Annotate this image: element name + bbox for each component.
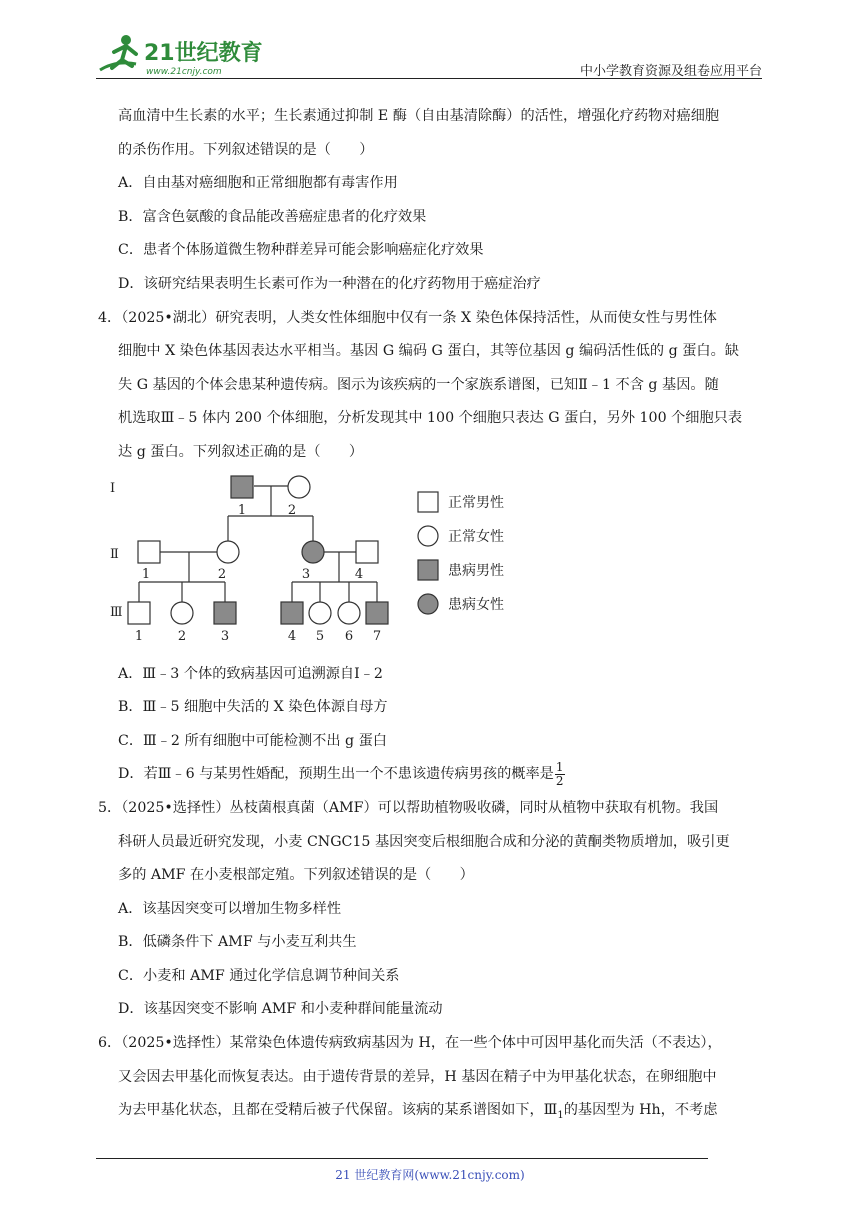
q3-stem-line-1: 高血清中生长素的水平；生长素通过抑制 E 酶（自由基清除酶）的活性，增强化疗药物对癌细胞 — [118, 108, 720, 124]
q3-option-d: D．该研究结果表明生长素可作为一种潜在的化疗药物用于癌症治疗 — [118, 275, 541, 292]
header-platform-text: 中小学教育资源及组卷应用平台 — [579, 64, 762, 79]
label-II-2: 2 — [217, 566, 227, 582]
gen3-female-2 — [171, 602, 193, 624]
legend-affected-female-label: 患病女性 — [448, 596, 504, 613]
legend-affected-female-icon — [418, 594, 438, 614]
pedigree-lines — [139, 486, 377, 602]
header-divider — [96, 78, 762, 79]
q6-stem-line-3-text: 为去甲基化状态，且都在受精后被子代保留。该病的某系谱图如下，Ⅲ — [118, 1102, 558, 1119]
gen3-male-1 — [128, 602, 150, 624]
fraction-numerator: 1 — [555, 759, 564, 774]
legend-normal-female-icon — [418, 526, 438, 546]
label-III-1: 1 — [134, 628, 144, 644]
gen-label-2: Ⅱ — [110, 546, 119, 562]
q4-stem-line-3: 失 G 基因的个体会患某种遗传病。图示为该疾病的一个家族系谱图，已知Ⅱ﹣1 不含 g 基因。随 — [118, 376, 719, 393]
gen3-male-7 — [366, 602, 388, 624]
site-logo — [96, 30, 266, 78]
q5-stem-line-1: 5．（2025•选择性）丛枝菌根真菌（AMF）可以帮助植物吸收磷，同时从植物中获取有机物。我国 — [98, 799, 719, 816]
legend-affected-male-icon — [418, 560, 438, 580]
logo-text: 21世纪教育 — [144, 41, 263, 66]
footer-divider — [96, 1158, 708, 1159]
label-III-4: 4 — [287, 628, 297, 644]
q5-stem-line-3: 多的 AMF 在小麦根部定殖。下列叙述错误的是（ ） — [118, 867, 474, 884]
logo-url: www.21cnjy.com — [146, 67, 222, 77]
legend-affected-male-label: 患病男性 — [448, 562, 504, 579]
label-III-7: 7 — [372, 628, 382, 644]
q5-option-d: D．该基因突变不影响 AMF 和小麦种群间能量流动 — [118, 1001, 443, 1018]
q3-option-b: B．富含色氨酸的食品能改善癌症患者的化疗效果 — [118, 208, 427, 225]
label-III-3: 3 — [220, 628, 230, 644]
gen2-male-1 — [138, 541, 160, 563]
label-I-1: 1 — [237, 502, 247, 518]
q4-stem-line-4: 机选取Ⅲ﹣5 体内 200 个体细胞，分析发现其中 100 个细胞只表达 G 蛋白，另外 100 个细胞只表 — [118, 410, 743, 427]
label-II-3: 3 — [301, 566, 311, 582]
gen-label-3: Ⅲ — [110, 604, 123, 620]
q3-option-a: A．自由基对癌细胞和正常细胞都有毒害作用 — [118, 175, 398, 192]
q4-option-d-text: D．若Ⅲ﹣6 与某男性婚配，预期生出一个不患该遗传病男孩的概率是 — [118, 766, 554, 783]
gen1-female-2 — [288, 476, 310, 498]
q5-stem-line-2: 科研人员最近研究发现，小麦 CNGC15 基因突变后根细胞合成和分泌的黄酮类物质增加，吸引更 — [118, 833, 730, 850]
label-III-6: 6 — [344, 628, 354, 644]
q6-stem-line-1: 6．（2025•选择性）某常染色体遗传病致病基因为 H，在一些个体中可因甲基化而失活（不表达）， — [98, 1035, 722, 1052]
q6-subscript: 1 — [557, 1110, 564, 1122]
q3-option-c: C．患者个体肠道微生物种群差异可能会影响癌症化疗效果 — [118, 242, 484, 259]
q6-stem-line-2: 又会因去甲基化而恢复表达。由于遗传背景的差异，H 基因在精子中为甲基化状态，在卵细胞中 — [118, 1068, 717, 1085]
q5-option-a: A．该基因突变可以增加生物多样性 — [118, 900, 342, 917]
question-content — [98, 100, 766, 1128]
footer-site-link[interactable]: 21 世纪教育网(www.21cnjy.com) — [335, 1168, 525, 1182]
label-III-5: 5 — [315, 628, 325, 644]
label-III-2: 2 — [177, 628, 187, 644]
pedigree-legend — [418, 492, 438, 614]
q5-option-b: B．低磷条件下 AMF 与小麦互利共生 — [118, 934, 357, 951]
gen3-male-4 — [281, 602, 303, 624]
gen3-female-6 — [338, 602, 360, 624]
q5-option-c: C．小麦和 AMF 通过化学信息调节种间关系 — [118, 967, 400, 984]
q6-stem-line-3-end: 的基因型为 Hh，不考虑 — [563, 1102, 718, 1119]
gen2-female-2 — [217, 541, 239, 563]
legend-normal-male-label: 正常男性 — [448, 494, 504, 511]
q4-stem-line-2: 细胞中 X 染色体基因表达水平相当。基因 G 编码 G 蛋白，其等位基因 g 编码活性低的 g 蛋白。缺 — [118, 343, 739, 360]
gen3-male-3 — [214, 602, 236, 624]
label-II-1: 1 — [141, 566, 151, 582]
pedigree-individuals — [128, 476, 388, 624]
label-II-4: 4 — [354, 566, 364, 582]
fraction-denominator: 2 — [555, 773, 564, 788]
legend-normal-male-icon — [418, 492, 438, 512]
gen2-female-3 — [302, 541, 324, 563]
q4-option-b: B．Ⅲ﹣5 细胞中失活的 X 染色体源自母方 — [118, 699, 388, 716]
q4-stem-line-1: 4．（2025•湖北）研究表明，人类女性体细胞中仅有一条 X 染色体保持活性，从而使女性与男性体 — [98, 309, 717, 326]
q4-option-d — [118, 758, 766, 792]
q4-option-c: C．Ⅲ﹣2 所有细胞中可能检测不出 g 蛋白 — [118, 732, 387, 749]
q6-stem-line-3 — [118, 1094, 766, 1128]
q4-option-a: A．Ⅲ﹣3 个体的致病基因可追溯源自Ⅰ﹣2 — [118, 665, 383, 682]
gen-label-1: Ⅰ — [110, 480, 116, 496]
page-header — [96, 30, 762, 80]
runner-icon — [100, 35, 136, 70]
gen2-male-4 — [356, 541, 378, 563]
gen1-male-1 — [231, 476, 253, 498]
q3-stem-line-2: 的杀伤作用。下列叙述错误的是（ ） — [118, 141, 374, 158]
label-I-2: 2 — [287, 502, 297, 518]
fraction-one-half — [555, 761, 565, 788]
q4-stem-line-5: 达 g 蛋白。下列叙述正确的是（ ） — [118, 443, 364, 460]
legend-normal-female-label: 正常女性 — [448, 528, 504, 545]
gen3-female-5 — [309, 602, 331, 624]
pedigree-chart — [108, 474, 528, 654]
